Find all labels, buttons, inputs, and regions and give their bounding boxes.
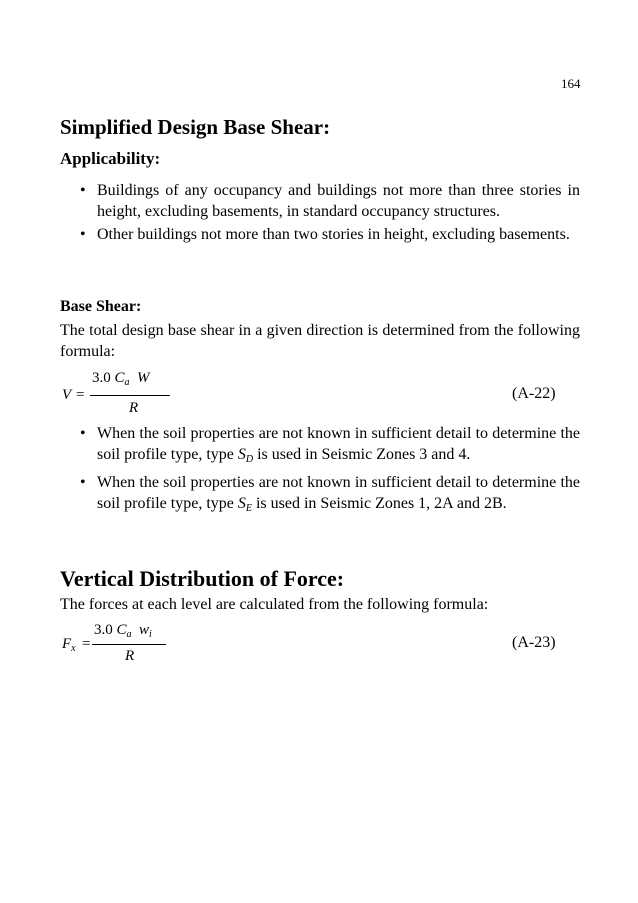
list-item-text: is used in Seismic Zones 3 and 4. (257, 446, 471, 463)
formula-numerator: 3.0 $C_a$ $w_i$ (94, 622, 152, 640)
formula-denominator: R (129, 400, 139, 416)
list-item-text: When the soil properties are not known in sufficient detail to determine the soil profile type, type (97, 474, 580, 512)
list-item (80, 472, 580, 519)
formula-equals: = (76, 387, 85, 403)
section-heading-simplified-base-shear: Simplified Design Base Shear: (60, 115, 331, 139)
formula-lhs: $F_x$ (62, 636, 76, 654)
list-item-text: When the soil properties are not known in sufficient detail to determine the soil profile type, type (97, 425, 580, 463)
page-number: 164 (561, 76, 581, 91)
soil-type-symbol: $S_D$ (237, 446, 254, 465)
base-shear-paragraph: The total design base shear in a given direction is determined from the following formula: (60, 322, 580, 360)
soil-type-symbol: $S_E$ (237, 495, 252, 514)
applicability-list (80, 180, 580, 247)
vertical-distribution-heading: Vertical Distribution of Force: (60, 566, 345, 591)
list-item (80, 423, 580, 470)
formula-denominator: R (125, 648, 135, 664)
base-shear-heading: Base Shear: (60, 298, 142, 315)
bullet-dot-icon: • (80, 474, 86, 491)
bullet-dot-icon: • (80, 226, 86, 243)
formula-a22 (62, 370, 222, 430)
bullet-dot-icon: • (80, 182, 86, 199)
formula-a23 (62, 622, 222, 682)
formula-numerator: 3.0 $C_a$ W (92, 370, 150, 388)
formula-fraction-line (92, 644, 166, 645)
equation-tag-a23: (A-23) (512, 634, 556, 651)
formula-lhs: V (62, 387, 72, 403)
formula-fraction-line (90, 395, 170, 396)
list-item-text: is used in Seismic Zones 1, 2A and 2B. (255, 495, 507, 512)
list-item (80, 224, 580, 245)
formula-equals: = (82, 636, 91, 652)
equation-tag-a22: (A-22) (512, 385, 556, 402)
soil-profile-list (80, 423, 580, 521)
bullet-dot-icon: • (80, 425, 86, 442)
list-item-text: Buildings of any occupancy and buildings not more than three stories in height, excluding basements, in standard occupancy structures. (97, 182, 580, 220)
list-item (80, 180, 580, 222)
vertical-distribution-paragraph: The forces at each level are calculated from the following formula: (60, 596, 489, 613)
applicability-heading: Applicability: (60, 149, 161, 168)
list-item-text: Other buildings not more than two stories in height, excluding basements. (97, 226, 570, 243)
